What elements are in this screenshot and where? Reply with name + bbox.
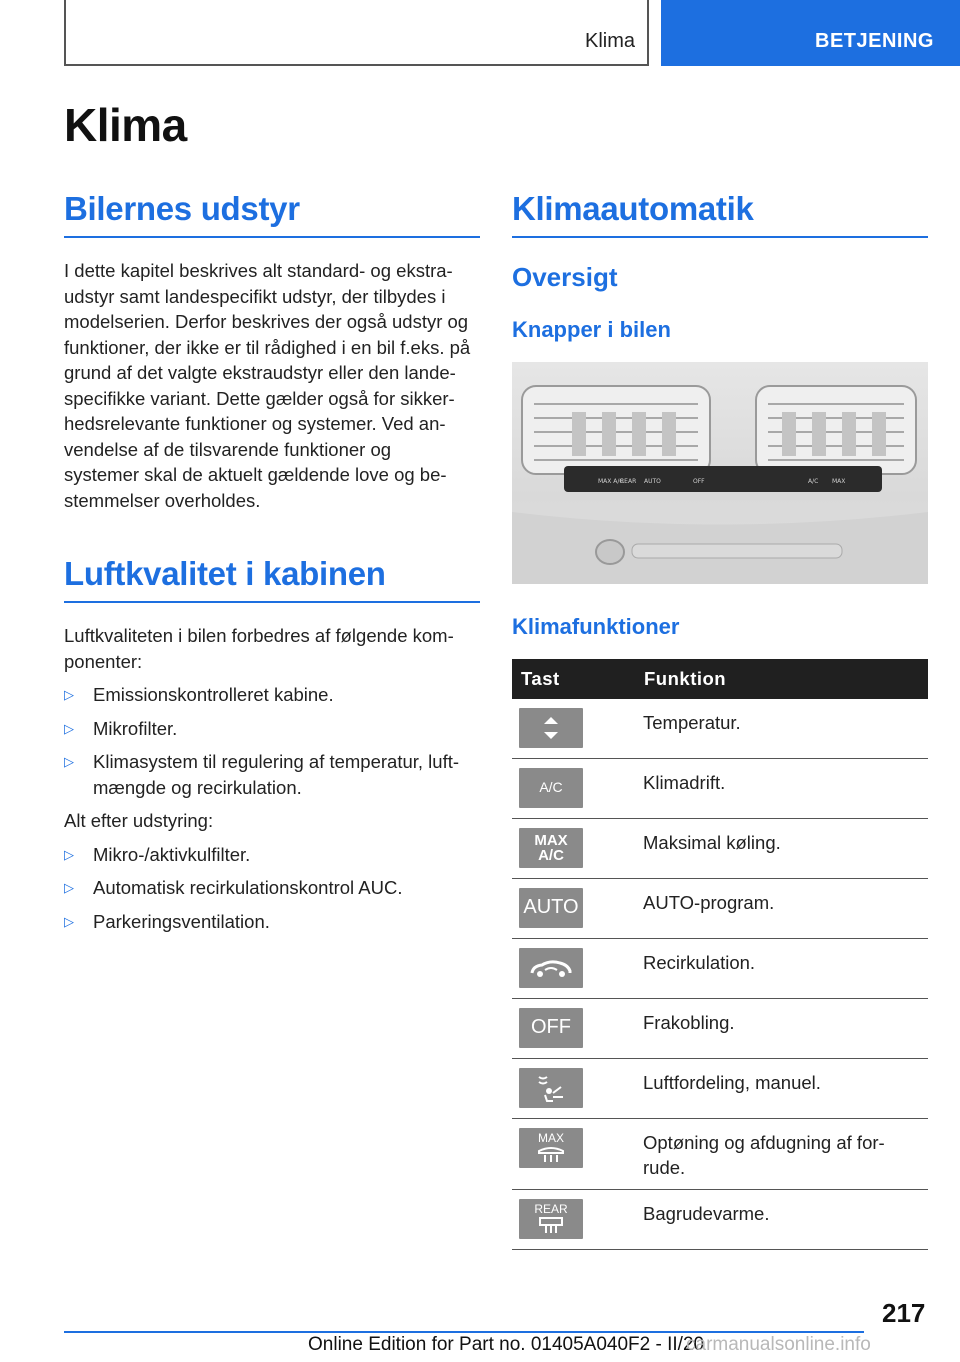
panel-button-auto: AUTO <box>644 478 661 485</box>
bullet-triangle-icon: ▷ <box>64 846 74 862</box>
ac-icon: A/C <box>519 768 583 808</box>
equipment-paragraph: I dette kapitel beskrives alt standard- og ekstra- udstyr samt landespecifikt udstyr, der tilbydes i modelserien. Derfor beskrives der også udstyr og funktioner, der ikke er til rådighed i en bil f.eks. på grund af det valgte ekstraudstyr eller den lande- specifikke variant. Dette gælder også for sikker- hedsrelevante funktioner og systemer. Ved an- vendelse af de tilsvarende funktioner og systemer skal de aktuelt gældende love og be- stemmelser overholdes. <box>64 260 471 511</box>
panel-button-off: OFF <box>693 478 705 485</box>
watermark: carmanualsonline.info <box>686 1334 871 1355</box>
max-ac-icon: MAX A/C <box>519 828 583 868</box>
row-text: Temperatur. <box>636 699 928 758</box>
panel-button-ac: A/C <box>808 478 819 485</box>
heading-functions: Klimafunktioner <box>512 614 680 639</box>
max-defrost-icon: MAX <box>519 1128 583 1168</box>
table-row <box>512 699 928 758</box>
auto-icon: AUTO <box>519 888 583 928</box>
heading-air-quality: Luftkvalitet i kabinen <box>64 555 480 603</box>
right-column <box>512 190 928 1250</box>
equipment-list <box>64 842 480 935</box>
by-equipment-label: Alt efter udstyring: <box>64 810 214 831</box>
table-row <box>512 878 928 938</box>
table-row <box>512 938 928 998</box>
panel-button-rear: REAR <box>620 478 637 485</box>
functions-table <box>512 659 928 1250</box>
temperature-arrows-icon <box>519 708 583 748</box>
list-item: ▷ Parkeringsventilation. <box>64 909 480 935</box>
table-row <box>512 998 928 1058</box>
recirculation-car-icon <box>519 948 583 988</box>
header-section-box <box>64 0 649 66</box>
footer-divider <box>64 1331 864 1333</box>
heading-climate-auto: Klimaautomatik <box>512 190 928 238</box>
row-text: AUTO-program. <box>636 878 928 938</box>
page-title: Klima <box>64 99 187 151</box>
climate-panel-illustration <box>512 362 928 584</box>
table-row <box>512 1189 928 1249</box>
heading-equipment: Bilernes udstyr <box>64 190 480 238</box>
row-text: Luftfordeling, manuel. <box>636 1058 928 1118</box>
heading-overview: Oversigt <box>512 262 618 292</box>
header-section-label: Klima <box>584 30 635 52</box>
heading-buttons: Knapper i bilen <box>512 317 671 342</box>
header-chapter-label: BETJENING <box>815 30 934 52</box>
header-chapter-box <box>661 0 960 66</box>
row-text: Maksimal køling. <box>636 818 928 878</box>
bullet-triangle-icon: ▷ <box>64 720 74 736</box>
list-item: ▷ Emissionskontrolleret kabine. <box>64 682 480 708</box>
list-item: ▷ Mikro-/aktivkulfilter. <box>64 842 480 868</box>
table-header-key: Tast <box>512 659 636 699</box>
list-item: ▷ Klimasystem til regulering af temperatur, luft- mængde og recirkulation. <box>64 751 460 798</box>
air-intro: Luftkvaliteten i bilen forbedres af følgende kom- ponenter: <box>64 625 454 672</box>
rear-defrost-icon: REAR <box>519 1199 583 1239</box>
row-text: Frakobling. <box>636 998 928 1058</box>
bullet-triangle-icon: ▷ <box>64 754 74 769</box>
row-text: Bagrudevarme. <box>636 1189 928 1249</box>
off-icon: OFF <box>519 1008 583 1048</box>
row-text: Optøning og afdugning af for- rude. <box>636 1118 928 1189</box>
left-column <box>64 190 480 934</box>
panel-button-max-ac: MAX A/C <box>598 478 624 485</box>
list-item: ▷ Mikrofilter. <box>64 716 480 742</box>
bullet-triangle-icon: ▷ <box>64 913 74 929</box>
bullet-triangle-icon: ▷ <box>64 687 74 702</box>
table-row <box>512 1058 928 1118</box>
list-item: ▷ Automatisk recirkulationskontrol AUC. <box>64 875 480 901</box>
bullet-triangle-icon: ▷ <box>64 880 74 895</box>
air-list <box>64 682 480 800</box>
table-row <box>512 758 928 818</box>
panel-button-max: MAX <box>832 478 846 485</box>
row-text: Recirkulation. <box>636 938 928 998</box>
air-distribution-icon <box>519 1068 583 1108</box>
table-row <box>512 1118 928 1189</box>
footer-edition: Online Edition for Part no. 01405A040F2 - II/20 <box>308 1334 705 1355</box>
table-header-function: Funktion <box>636 659 928 699</box>
climate-panel-photo <box>512 362 928 584</box>
row-text: Klimadrift. <box>636 758 928 818</box>
table-row <box>512 818 928 878</box>
page-number: 217 <box>882 1298 926 1328</box>
